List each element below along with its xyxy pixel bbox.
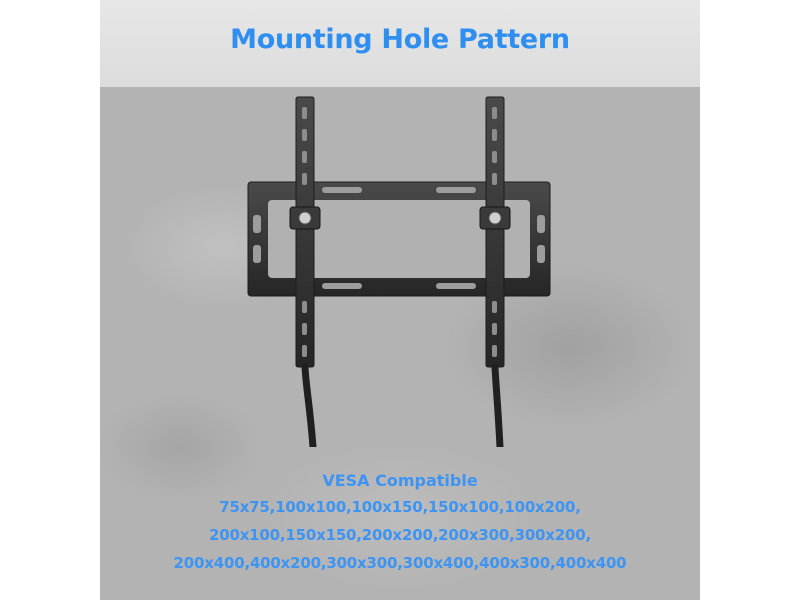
vesa-pattern-line: 75x75,100x100,100x150,150x100,100x200,	[219, 498, 581, 516]
vesa-pattern-line: 200x100,150x150,200x200,200x300,300x200,	[209, 526, 591, 544]
wall-plate	[248, 182, 550, 296]
product-image-panel	[100, 0, 700, 600]
vesa-pattern-line: 200x400,400x200,300x300,300x400,400x300,400x400	[173, 554, 627, 572]
page-title: Mounting Hole Pattern	[230, 24, 570, 55]
tv-wall-mount-illustration	[100, 87, 700, 447]
vesa-compatibility-info	[100, 470, 700, 576]
vesa-compatible-heading: VESA Compatible	[322, 471, 478, 490]
release-straps	[305, 367, 500, 447]
